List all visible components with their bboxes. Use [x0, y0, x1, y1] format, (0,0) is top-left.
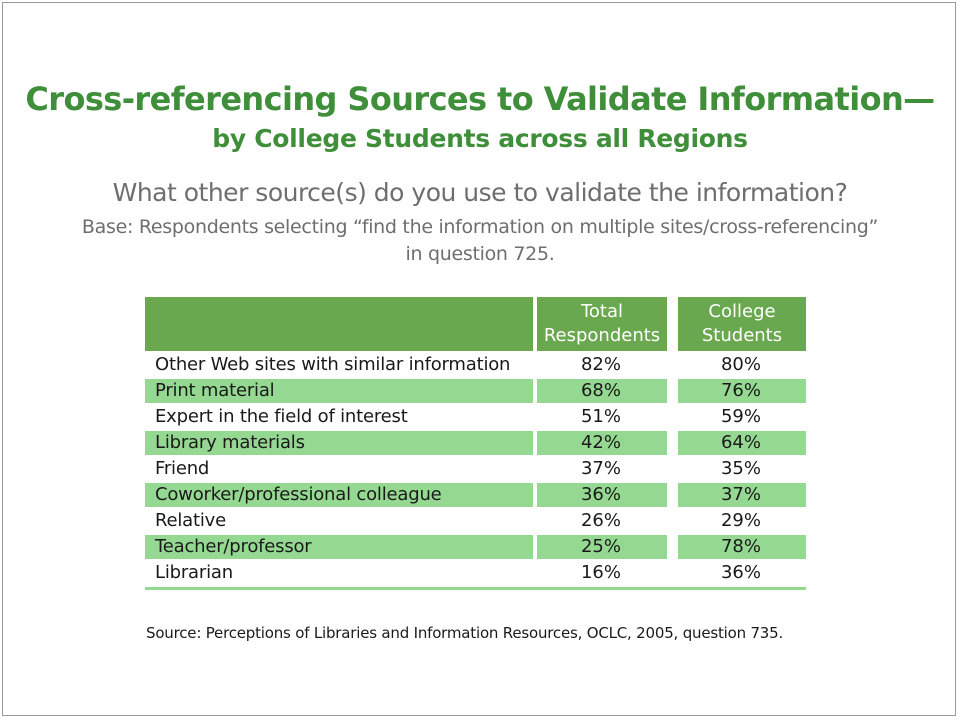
value-total-respondents: 25% [580, 536, 621, 557]
value-college-students: 76% [720, 380, 761, 401]
value-total-respondents: 37% [580, 458, 621, 479]
row-label: Library materials [155, 432, 305, 453]
value-total-respondents: 82% [580, 354, 621, 375]
row-label: Librarian [155, 562, 233, 583]
table-row [145, 456, 806, 482]
chart-subtitle: by College Students across all Regions [212, 124, 748, 153]
row-label: Other Web sites with similar information [155, 354, 511, 375]
value-college-students: 37% [720, 484, 761, 505]
table-row [145, 352, 806, 378]
value-college-students: 36% [720, 562, 761, 583]
table-row [145, 430, 806, 456]
table-row [145, 534, 806, 560]
row-label: Relative [155, 510, 226, 531]
data-table [145, 297, 806, 590]
base-note-line2: in question 725. [405, 243, 555, 265]
value-total-respondents: 68% [580, 380, 621, 401]
value-college-students: 59% [720, 406, 761, 427]
source-note: Source: Perceptions of Libraries and Information Resources, OCLC, 2005, question 735. [146, 624, 784, 642]
row-label: Teacher/professor [155, 536, 312, 557]
row-label: Print material [155, 380, 275, 401]
header-cell-label [145, 297, 533, 351]
base-note [0, 214, 960, 268]
table-row [145, 508, 806, 534]
table-row [145, 482, 806, 508]
table-row [145, 404, 806, 430]
table-row [145, 378, 806, 404]
row-label: Coworker/professional colleague [155, 484, 442, 505]
survey-question: What other source(s) do you use to validate the information? [112, 178, 848, 207]
table-row [145, 560, 806, 586]
value-total-respondents: 26% [580, 510, 621, 531]
value-college-students: 78% [720, 536, 761, 557]
base-note-line1: Base: Respondents selecting “find the information on multiple sites/cross-referencing” [81, 216, 879, 238]
value-total-respondents: 16% [580, 562, 621, 583]
value-total-respondents: 42% [580, 432, 621, 453]
row-label: Expert in the field of interest [155, 406, 408, 427]
value-total-respondents: 51% [580, 406, 621, 427]
chart-title: Cross-referencing Sources to Validate Information— [25, 80, 935, 118]
value-college-students: 29% [720, 510, 761, 531]
row-label: Friend [155, 458, 210, 479]
value-college-students: 80% [720, 354, 761, 375]
table-bottom-rule [145, 587, 806, 590]
header-college-students: College Students [701, 301, 783, 346]
header-total-respondents: Total Respondents [543, 301, 661, 346]
value-total-respondents: 36% [580, 484, 621, 505]
value-college-students: 35% [720, 458, 761, 479]
value-college-students: 64% [720, 432, 761, 453]
